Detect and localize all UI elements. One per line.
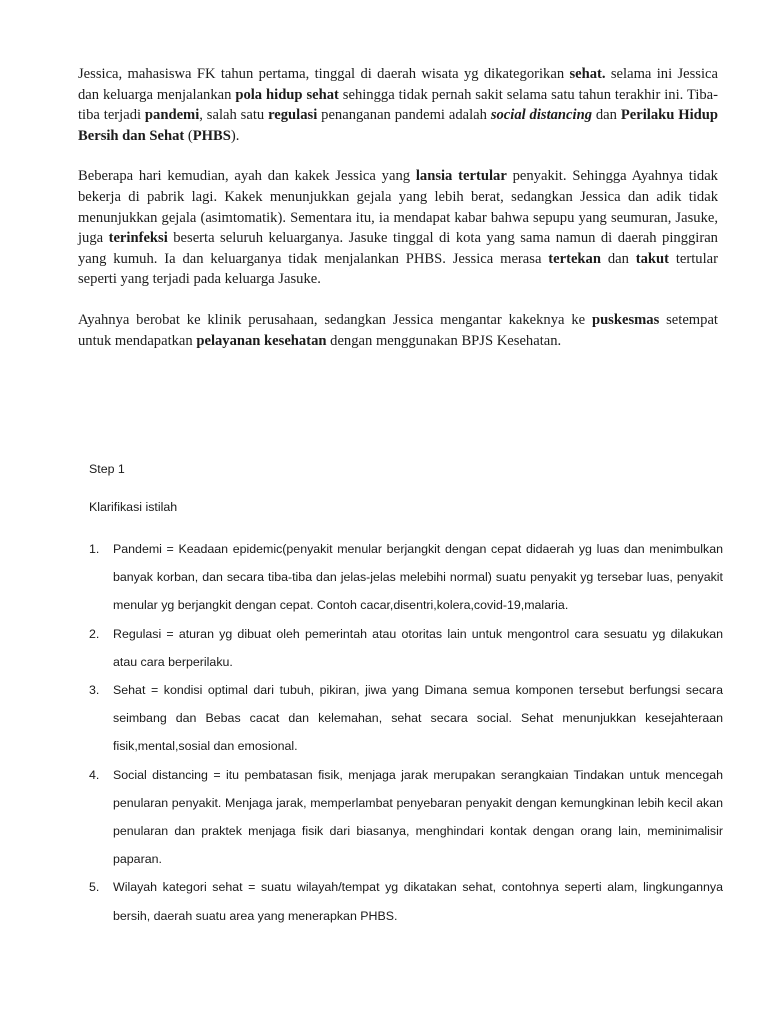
scenario-text: penanganan pandemi adalah <box>317 107 491 124</box>
scenario-keyword: lansia tertular <box>415 168 507 185</box>
scenario-text: setempat untuk mendapatkan <box>78 311 718 349</box>
step-title: Step 1 <box>89 462 125 476</box>
scenario-text: ). <box>230 127 240 144</box>
scenario-keyword: regulasi <box>268 107 318 124</box>
scenario-paragraph-2 <box>78 166 718 290</box>
scenario-text: , salah satu <box>199 107 269 124</box>
scenario-text: dan <box>600 250 636 267</box>
case-scenario <box>78 64 718 351</box>
scenario-text: dengan menggunakan BPJS Kesehatan. <box>326 332 562 349</box>
scenario-paragraph-3 <box>78 310 718 351</box>
scenario-keyword: pola hidup sehat <box>235 86 339 103</box>
term-number: 2. <box>89 626 100 641</box>
scenario-keyword: tertekan <box>548 250 601 267</box>
term-number: 3. <box>89 683 100 698</box>
discussion-notes <box>89 459 723 930</box>
term-item <box>89 620 723 676</box>
term-item <box>89 676 723 761</box>
scenario-text: penyakit. Sehingga Ayahnya tidak bekerja di pabrik lagi. Kakek menunjukkan gejala yang lebih berat, sedangkan Jessica dan adik tidak menunjukkan gejala (asimtomatik). Sementara itu, ia mendapat kabar bahwa sepupu yang seumuran, Jasuke, juga <box>78 168 718 247</box>
scenario-text: tertular seperti yang terjadi pada keluarga Jasuke. <box>78 250 718 288</box>
scenario-text: Ayahnya berobat ke klinik perusahaan, sedangkan Jessica mengantar kakeknya ke <box>78 311 592 328</box>
scenario-text: beserta seluruh keluarganya. Jasuke tinggal di kota yang sama namun di daerah pinggiran yang kumuh. Ia dan keluarganya tidak menjalankan PHBS. Jessica merasa <box>78 230 718 267</box>
scenario-keyword: Perilaku Hidup Bersih dan Sehat <box>78 107 718 144</box>
scenario-text: selama ini Jessica dan keluarga menjalankan <box>78 66 718 103</box>
term-number: 5. <box>89 880 100 895</box>
scenario-keyword: social distancing <box>490 107 592 124</box>
scenario-text: Jessica, mahasiswa FK tahun pertama, tinggal di daerah wisata yg dikategorikan <box>78 66 570 82</box>
term-definition: Sehat = kondisi optimal dari tubuh, pikiran, jiwa yang Dimana semua komponen tersebut berfungsi secara seimbang dan Bebas cacat dan kelemahan, sehat secara social. Sehat menunjukkan kesejahteraan fisik,mental,sosial dan emosional. <box>113 683 723 754</box>
scenario-paragraph-1 <box>78 64 718 146</box>
scenario-keyword: takut <box>635 250 669 267</box>
scenario-keyword: sehat. <box>569 66 606 82</box>
term-number: 1. <box>89 542 100 556</box>
scenario-keyword: pandemi <box>144 107 200 124</box>
scenario-text: dan <box>592 107 621 124</box>
term-definition: Wilayah kategori sehat = suatu wilayah/tempat yg dikatakan sehat, contohnya seperti alam, lingkungannya bersih, daerah suatu area yang menerapkan PHBS. <box>113 880 723 923</box>
term-item <box>89 761 723 874</box>
term-definition: Pandemi = Keadaan epidemic(penyakit menular berjangkit dengan cepat didaerah yg luas dan menimbulkan banyak korban, dan secara tiba-tiba dan jelas-jelas melebihi normal) suatu penyakit yg tersebar luas, penyakit menular yg berjangkit dengan cepat. Contoh cacar,disentri,kolera,covid-19,malaria. <box>113 542 723 613</box>
scenario-keyword: terinfeksi <box>108 230 168 247</box>
section-title: Klarifikasi istilah <box>89 500 178 514</box>
term-list <box>89 535 723 930</box>
scenario-text: Beberapa hari kemudian, ayah dan kakek Jessica yang <box>78 168 416 185</box>
term-definition: Social distancing = itu pembatasan fisik, menjaga jarak merupakan serangkaian Tindakan untuk mencegah penularan penyakit. Menjaga jarak, memperlambat penyebaran penyakit dengan kemungkinan lebih kecil akan penularan dan praktek menjaga fisik dari biasanya, menghindari kontak dengan orang lain, meminimalisir paparan. <box>113 767 723 867</box>
scenario-text: ( <box>184 127 193 144</box>
scenario-keyword: puskesmas <box>591 311 660 328</box>
scenario-text: sehingga tidak pernah sakit selama satu tahun terakhir ini. Tiba-tiba terjadi <box>78 86 719 124</box>
scenario-keyword: PHBS <box>192 127 231 144</box>
term-item <box>89 535 723 620</box>
term-number: 4. <box>89 767 100 782</box>
term-definition: Regulasi = aturan yg dibuat oleh pemerintah atau otoritas lain untuk mengontrol cara sesuatu yg dilakukan atau cara berperilaku. <box>113 626 723 669</box>
scenario-keyword: pelayanan kesehatan <box>196 332 327 349</box>
term-item <box>89 873 723 929</box>
